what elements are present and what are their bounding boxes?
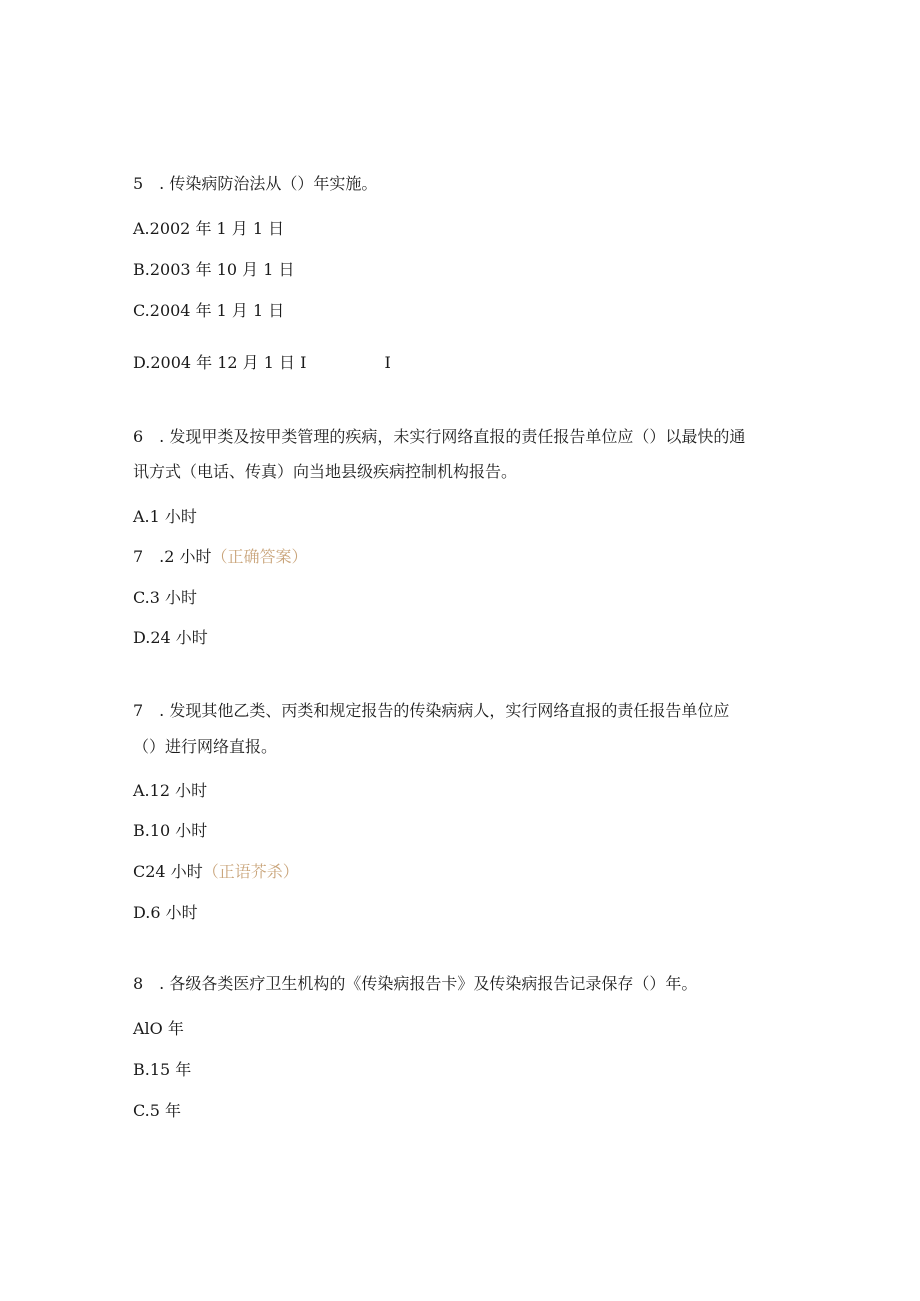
option-d-text: D.2004 年 12 月 1 日 I: [133, 353, 307, 372]
question-6-option-d: D.24 小时: [133, 628, 208, 647]
question-5-stem: 5 . 传染病防治法从（）年实施。: [133, 174, 378, 193]
question-8-option-c: C.5 年: [133, 1101, 182, 1120]
question-8-option-b: B.15 年: [133, 1060, 192, 1079]
correct-answer-note: （正语芥杀）: [202, 862, 299, 881]
option-b-text: 7 .2 小时: [133, 547, 212, 566]
question-5-option-b: B.2003 年 10 月 1 日: [133, 260, 295, 279]
question-8-stem: 8 . 各级各类医疗卫生机构的《传染病报告卡》及传染病报告记录保存（）年。: [133, 974, 698, 993]
question-6-stem-line-1: 6 . 发现甲类及按甲类管理的疾病，未实行网络直报的责任报告单位应（）以最快的通: [133, 427, 746, 446]
question-7-option-b: B.10 小时: [133, 821, 208, 840]
stray-mark: I: [384, 353, 391, 372]
question-6-option-c: C.3 小时: [133, 588, 198, 607]
question-7-option-a: A.12 小时: [133, 781, 208, 800]
question-7-stem-line-1: 7 . 发现其他乙类、丙类和规定报告的传染病病人，实行网络直报的责任报告单位应: [133, 701, 730, 720]
question-6-stem-line-2: 讯方式（电话、传真）向当地县级疾病控制机构报告。: [133, 462, 518, 481]
question-6-option-a: A.1 小时: [133, 507, 197, 526]
question-5-option-d: [133, 353, 391, 373]
correct-answer-note: （正确答案）: [211, 547, 308, 566]
question-7-option-c: [133, 862, 299, 882]
question-8-option-a: AlO 年: [133, 1019, 184, 1038]
option-c-text: C24 小时: [133, 862, 203, 881]
question-6-option-b: [133, 547, 308, 567]
question-7-stem-line-2: （）进行网络直报。: [133, 737, 278, 756]
question-7-option-d: D.6 小时: [133, 903, 198, 922]
question-5-option-c: C.2004 年 1 月 1 日: [133, 301, 285, 320]
question-5-option-a: A.2002 年 1 月 1 日: [133, 219, 285, 238]
